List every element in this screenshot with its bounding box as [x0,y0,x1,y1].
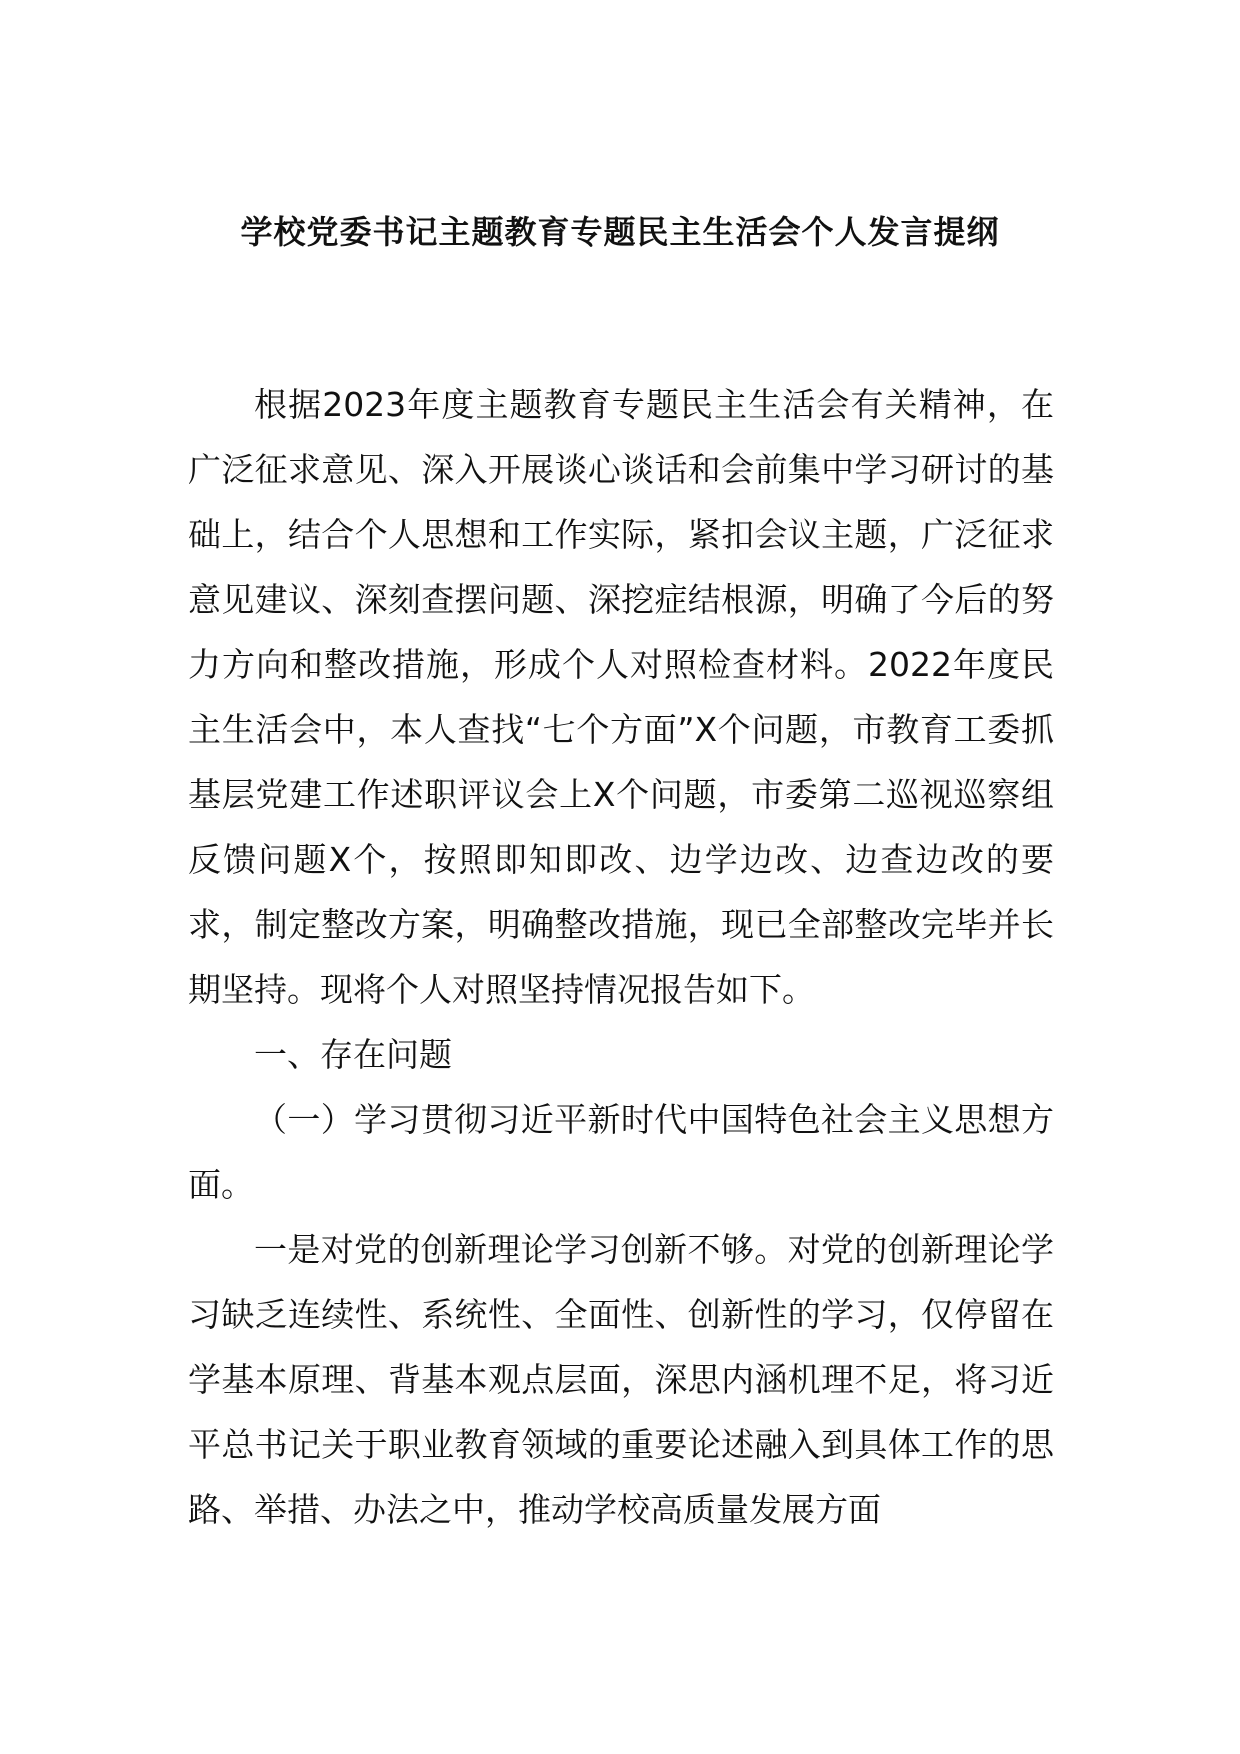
paragraph-intro: 根据2023年度主题教育专题民主生活会有关精神，在广泛征求意见、深入开展谈心谈话和会前集中学习研讨的基础上，结合个人思想和工作实际，紧扣会议主题，广泛征求意见建议、深刻查摆问题、深挖症结根源，明确了今后的努力方向和整改措施，形成个人对照检查材料。2022年度民主生活会中，本人查找“七个方面”X个问题，市教育工委抓基层党建工作述职评议会上X个问题，市委第二巡视巡察组反馈问题X个，按照即知即改、边学边改、边查边改的要求，制定整改方案，明确整改措施，现已全部整改完毕并长期坚持。现将个人对照坚持情况报告如下。 [188,385,1054,1009]
document-body [188,372,1054,1542]
subsection-heading-study: （一）学习贯彻习近平新时代中国特色社会主义思想方面。 [188,1100,1054,1204]
section-heading-problems: 一、存在问题 [254,1035,452,1074]
paragraph-point-one: 一是对党的创新理论学习创新不够。对党的创新理论学习缺乏连续性、系统性、全面性、创新性的学习，仅停留在学基本原理、背基本观点层面，深思内涵机理不足，将习近平总书记关于职业教育领域的重要论述融入到具体工作的思路、举措、办法之中，推动学校高质量发展方面 [188,1230,1054,1529]
document-title: 学校党委书记主题教育专题民主生活会个人发言提纲 [240,213,1000,251]
